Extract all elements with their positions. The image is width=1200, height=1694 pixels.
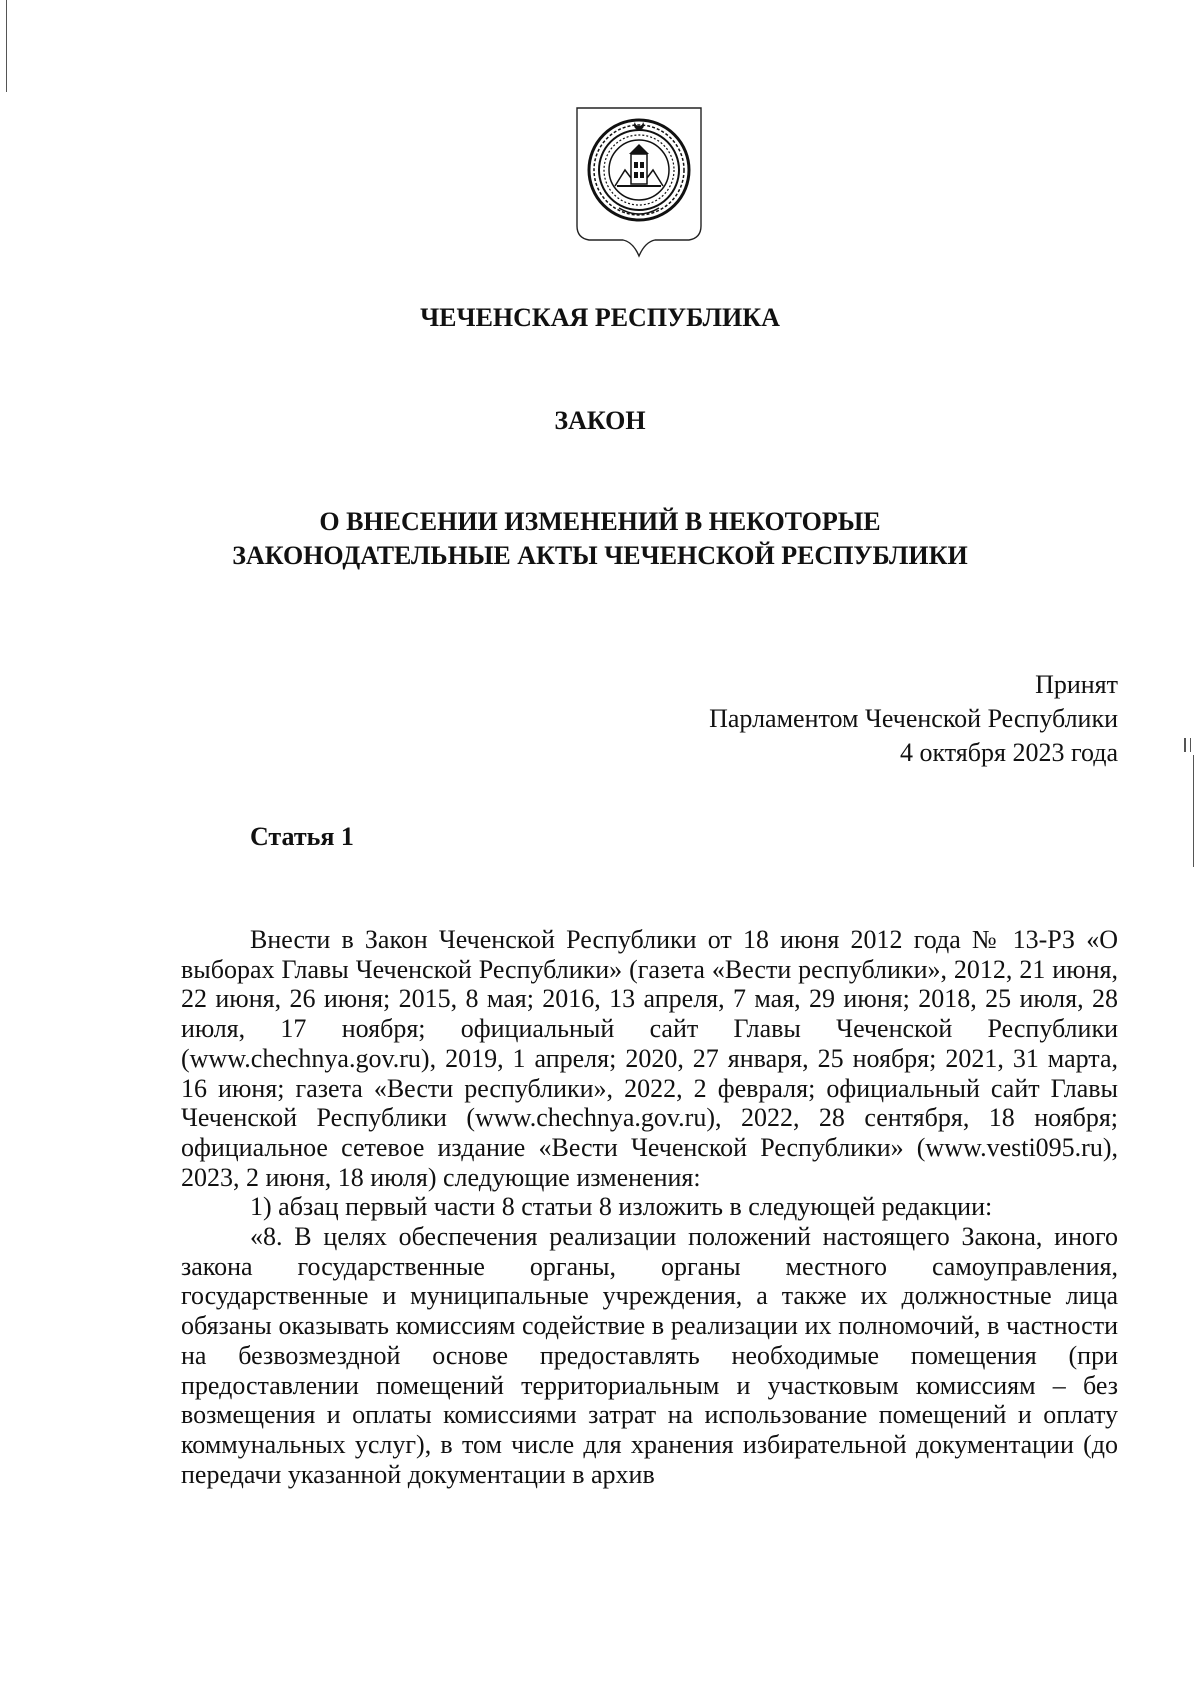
scan-edge-mark [1184,738,1186,752]
law-title-line-1: О ВНЕСЕНИИ ИЗМЕНЕНИЙ В НЕКОТОРЫЕ [319,507,881,536]
adoption-block [709,668,1118,770]
article-paragraph-1: Внести в Закон Чеченской Республики от 18 июня 2012 года № 13-РЗ «О выборах Главы Чеченской Республики» (газета «Вести республики», 2012, 21 июня, 22 июня, 26 июня; 2015, 8 мая; 2016, 13 апреля, 7 мая, 29 июня; 2018, 25 июля, 28 июля, 17 ноября; официальный сайт Главы Чеченской Республики (www.chechnya.gov.ru), 2019, 1 апреля; 2020, 27 января, 25 ноября; 2021, 31 марта, 16 июня; газета «Вести республики», 2022, 2 февраля; официальный сайт Главы Чеченской Республики (www.chechnya.gov.ru), 2022, 28 сентября, 18 ноября; официальное сетевое издание «Вести Чеченской Республики» (www.vesti095.ru), 2023, 2 июня, 18 июля) следующие изменения: [181,925,1118,1192]
article-item-1: 1) абзац первый части 8 статьи 8 изложить в следующей редакции: [250,1192,993,1222]
article-title: Статья 1 [250,822,354,851]
document-type-heading: ЗАКОН [554,406,646,435]
article-body [181,925,1118,1489]
scan-edge-mark [1193,755,1194,867]
law-title-line-2: ЗАКОНОДАТЕЛЬНЫЕ АКТЫ ЧЕЧЕНСКОЙ РЕСПУБЛИКИ [232,541,968,570]
scan-edge-mark [6,0,7,92]
adoption-line-2: Парламентом Чеченской Республики [709,704,1118,733]
republic-heading: ЧЕЧЕНСКАЯ РЕСПУБЛИКА [420,303,780,332]
law-title [0,505,1200,573]
article-quote: «8. В целях обеспечения реализации положений настоящего Закона, иного закона государственные органы, органы местного самоуправления, государственные и муниципальные учреждения, а также их должностные лица обязаны оказывать комиссиям содействие в реализации их полномочий, в частности на безвозмездной основе предоставлять необходимые помещения (при предоставлении помещений территориальным и участковым комиссиям – без возмещения и оплаты комиссиями затрат на использование помещений и оплату коммунальных услуг), в том числе для хранения избирательной документации (до передачи указанной документации в архив [181,1222,1118,1489]
scan-edge-mark [1190,738,1191,752]
adoption-line-1: Принят [1035,670,1118,699]
adoption-date: 4 октября 2023 года [900,738,1118,767]
coat-of-arms-icon [571,104,707,268]
